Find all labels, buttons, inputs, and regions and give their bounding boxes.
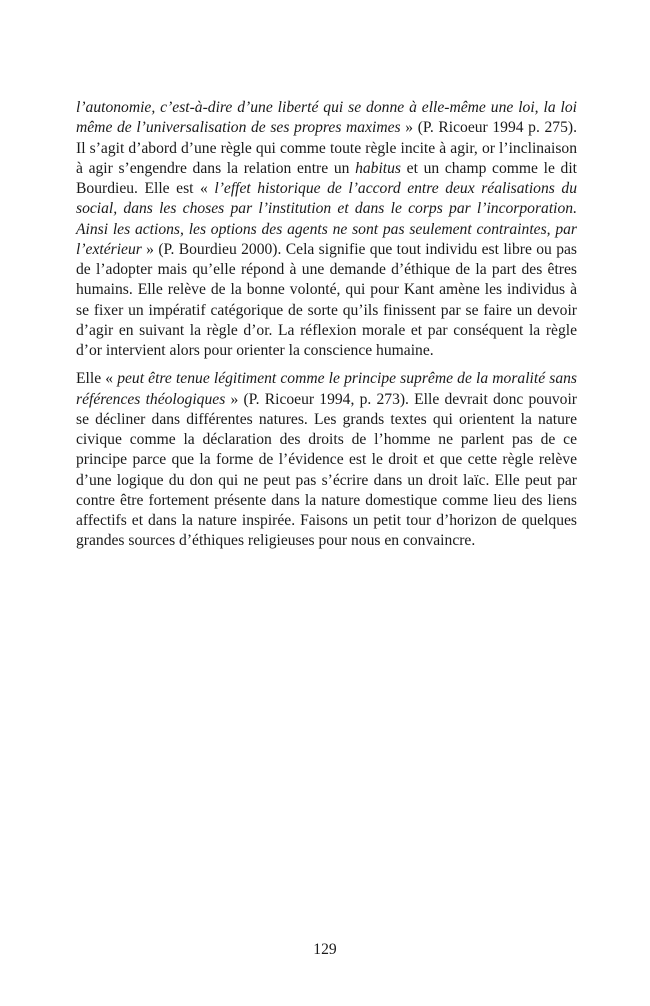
paragraph-2 (76, 369, 577, 551)
text-run: » (P. Ricoeur 1994 p. 275). Il s’agit d’abord d’une règle qui comme toute règle incite à agir, or l’inclinaison à agir s’engendre dans la relation entre un (76, 119, 577, 177)
text-italic: habitus (355, 159, 401, 177)
text-italic: l’effet historique de l’accord entre deux réalisations du social, dans les choses par l’institution et dans le corps par l’incorporation. Ainsi les actions, les options des agents ne sont pas seulement contraintes, par l’extérieur (76, 180, 577, 258)
text-run: » (P. Ricoeur 1994, p. 273). Elle devrait donc pouvoir se décliner dans différentes natures. Les grands textes qui orientent la nature civique comme la déclaration des droits de l’homme ne parlent pas de ce principe parce que la forme de l’évidence est le droit et que cette règle relève d’une logique du don qui ne peut pas s’écrire dans un droit laïc. Elle peut par contre être fortement présente dans la nature domestique comme lieu des liens affectifs et dans la nature inspirée. Faisons un petit tour d’horizon de quelques grandes sources d’éthiques religieuses pour nous en convaincre. (76, 390, 578, 550)
text-italic: peut être tenue légitiment comme le principe suprême de la moralité sans références théologiques (76, 370, 577, 408)
text-run: » (P. Bourdieu 2000). Cela signifie que tout individu est libre ou pas de l’adopter mais qu’elle répond à une demande d’éthique de la part des êtres humains. Elle relève de la bonne volonté, qui pour Kant amène les individus à se fixer un impératif catégorique de sorte qu’ils finissent par se faire un devoir d’agir en suivant la règle d’or. La réflexion morale et par conséquent la règle d’or intervient alors pour orienter la conscience humaine. (76, 240, 577, 359)
text-run: et un champ comme le dit Bourdieu. Elle est « (76, 159, 577, 197)
text-run: Elle « (76, 370, 118, 388)
paragraph-1 (76, 98, 577, 361)
body-text (76, 98, 577, 552)
page-number: 129 (313, 941, 337, 958)
text-italic: l’autonomie, c’est-à-dire d’une liberté qui se donne à elle-même une loi, la loi même de l’universalisation de ses propres maximes (76, 99, 577, 137)
